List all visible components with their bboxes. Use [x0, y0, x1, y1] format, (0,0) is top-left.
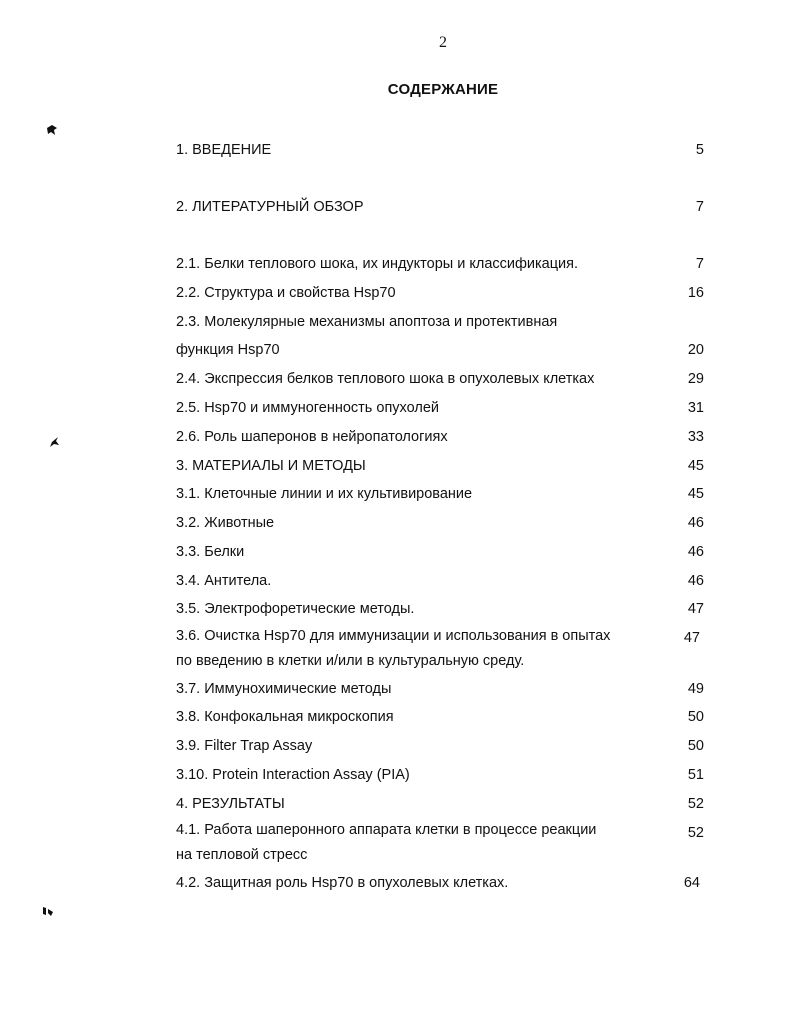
scan-mark-icon: [42, 905, 54, 917]
scan-mark-icon: [46, 124, 58, 136]
toc-entry: [176, 396, 706, 420]
toc-entry-page: 49: [687, 681, 704, 697]
toc-entry-text: 3.2. Животные: [176, 515, 275, 531]
toc-entry: [176, 705, 706, 729]
toc-entry-text: функция Hsp70: [176, 342, 280, 358]
toc-entry: [176, 569, 706, 593]
toc-entry-page: 20: [687, 342, 704, 358]
toc-entry-page: 16: [687, 285, 704, 301]
toc-entry-text: по введению в клетки и/или в культуральную среду.: [176, 653, 525, 669]
toc-entry: [176, 734, 706, 758]
toc-entry-text: 3.6. Очистка Hsp70 для иммунизации и использования в опытах: [176, 628, 611, 644]
toc-entry: [176, 597, 706, 621]
toc-entry: [176, 338, 706, 362]
toc-entry-text: 1. ВВЕДЕНИЕ: [176, 142, 272, 158]
scan-mark-icon: [48, 436, 60, 448]
toc-entry: [176, 677, 706, 701]
toc-entry-page: 45: [687, 458, 704, 474]
toc-entry: [176, 792, 706, 816]
toc-entry-page: 45: [687, 486, 704, 502]
toc-entry-page: 7: [695, 199, 704, 215]
toc-entry: [176, 281, 706, 305]
toc-entry-page: 29: [687, 371, 704, 387]
toc-entry: [176, 367, 706, 391]
toc-entry: [176, 818, 706, 842]
toc-entry-text: 3. МАТЕРИАЛЫ И МЕТОДЫ: [176, 458, 366, 474]
toc-entry-page: 64: [683, 875, 700, 891]
toc-entry: [176, 310, 706, 334]
toc-entry-text: 3.7. Иммунохимические методы: [176, 681, 392, 697]
toc-entry-page: 47: [683, 630, 700, 646]
toc-entry-text: 2.5. Hsp70 и иммуногенность опухолей: [176, 400, 440, 416]
toc-entry: [176, 843, 706, 867]
toc-entry-page: 51: [687, 767, 704, 783]
toc-entry-page: 46: [687, 573, 704, 589]
toc-entry-page: 46: [687, 515, 704, 531]
toc-entry: [176, 482, 706, 506]
toc-entry-page: 33: [687, 429, 704, 445]
toc-entry-page: 52: [687, 796, 704, 812]
toc-entry: [176, 763, 706, 787]
toc-title: СОДЕРЖАНИЕ: [387, 81, 499, 98]
toc-entry-page: 5: [695, 142, 704, 158]
toc-entry-text: 2.6. Роль шаперонов в нейропатологиях: [176, 429, 448, 445]
toc-entry-text: на тепловой стресс: [176, 847, 308, 863]
toc-entry: [176, 540, 706, 564]
toc-entry: [176, 454, 706, 478]
toc-entry-page: 31: [687, 400, 704, 416]
toc-entry: [176, 624, 706, 648]
toc-entry-text: 2. ЛИТЕРАТУРНЫЙ ОБЗОР: [176, 199, 364, 215]
toc-entry-text: 3.1. Клеточные линии и их культивирование: [176, 486, 473, 502]
toc-entry: [176, 511, 706, 535]
toc-entry-text: 3.9. Filter Trap Assay: [176, 738, 313, 754]
toc-entry-text: 3.4. Антитела.: [176, 573, 272, 589]
toc-entry-page: 50: [687, 709, 704, 725]
toc-entry-text: 2.2. Структура и свойства Hsp70: [176, 285, 396, 301]
toc-entry: [176, 871, 706, 895]
toc-entry-page: 7: [695, 256, 704, 272]
toc-entry-text: 4.2. Защитная роль Hsp70 в опухолевых клетках.: [176, 875, 509, 891]
toc-entry: [176, 195, 706, 219]
toc-entry-text: 3.5. Электрофоретические методы.: [176, 601, 415, 617]
toc-entry-text: 4. РЕЗУЛЬТАТЫ: [176, 796, 285, 812]
toc-entry-text: 3.8. Конфокальная микроскопия: [176, 709, 394, 725]
toc-entry-page: 50: [687, 738, 704, 754]
toc-entry-text: 3.3. Белки: [176, 544, 245, 560]
toc-entry-text: 2.3. Молекулярные механизмы апоптоза и протективная: [176, 314, 558, 330]
toc-entry-page: 52: [687, 825, 704, 841]
toc-entry: [176, 649, 706, 673]
toc-entry-page: 46: [687, 544, 704, 560]
toc-entry-text: 2.4. Экспрессия белков теплового шока в опухолевых клетках: [176, 371, 595, 387]
toc-entry-text: 2.1. Белки теплового шока, их индукторы и классификация.: [176, 256, 579, 272]
toc-entry-page: 47: [687, 601, 704, 617]
toc-entry-text: 4.1. Работа шаперонного аппарата клетки в процессе реакции: [176, 822, 597, 838]
toc-entry: [176, 138, 706, 162]
toc-entry: [176, 252, 706, 276]
toc-entry-text: 3.10. Protein Interaction Assay (PIA): [176, 767, 410, 783]
toc-entry: [176, 425, 706, 449]
page-number: 2: [439, 34, 447, 51]
